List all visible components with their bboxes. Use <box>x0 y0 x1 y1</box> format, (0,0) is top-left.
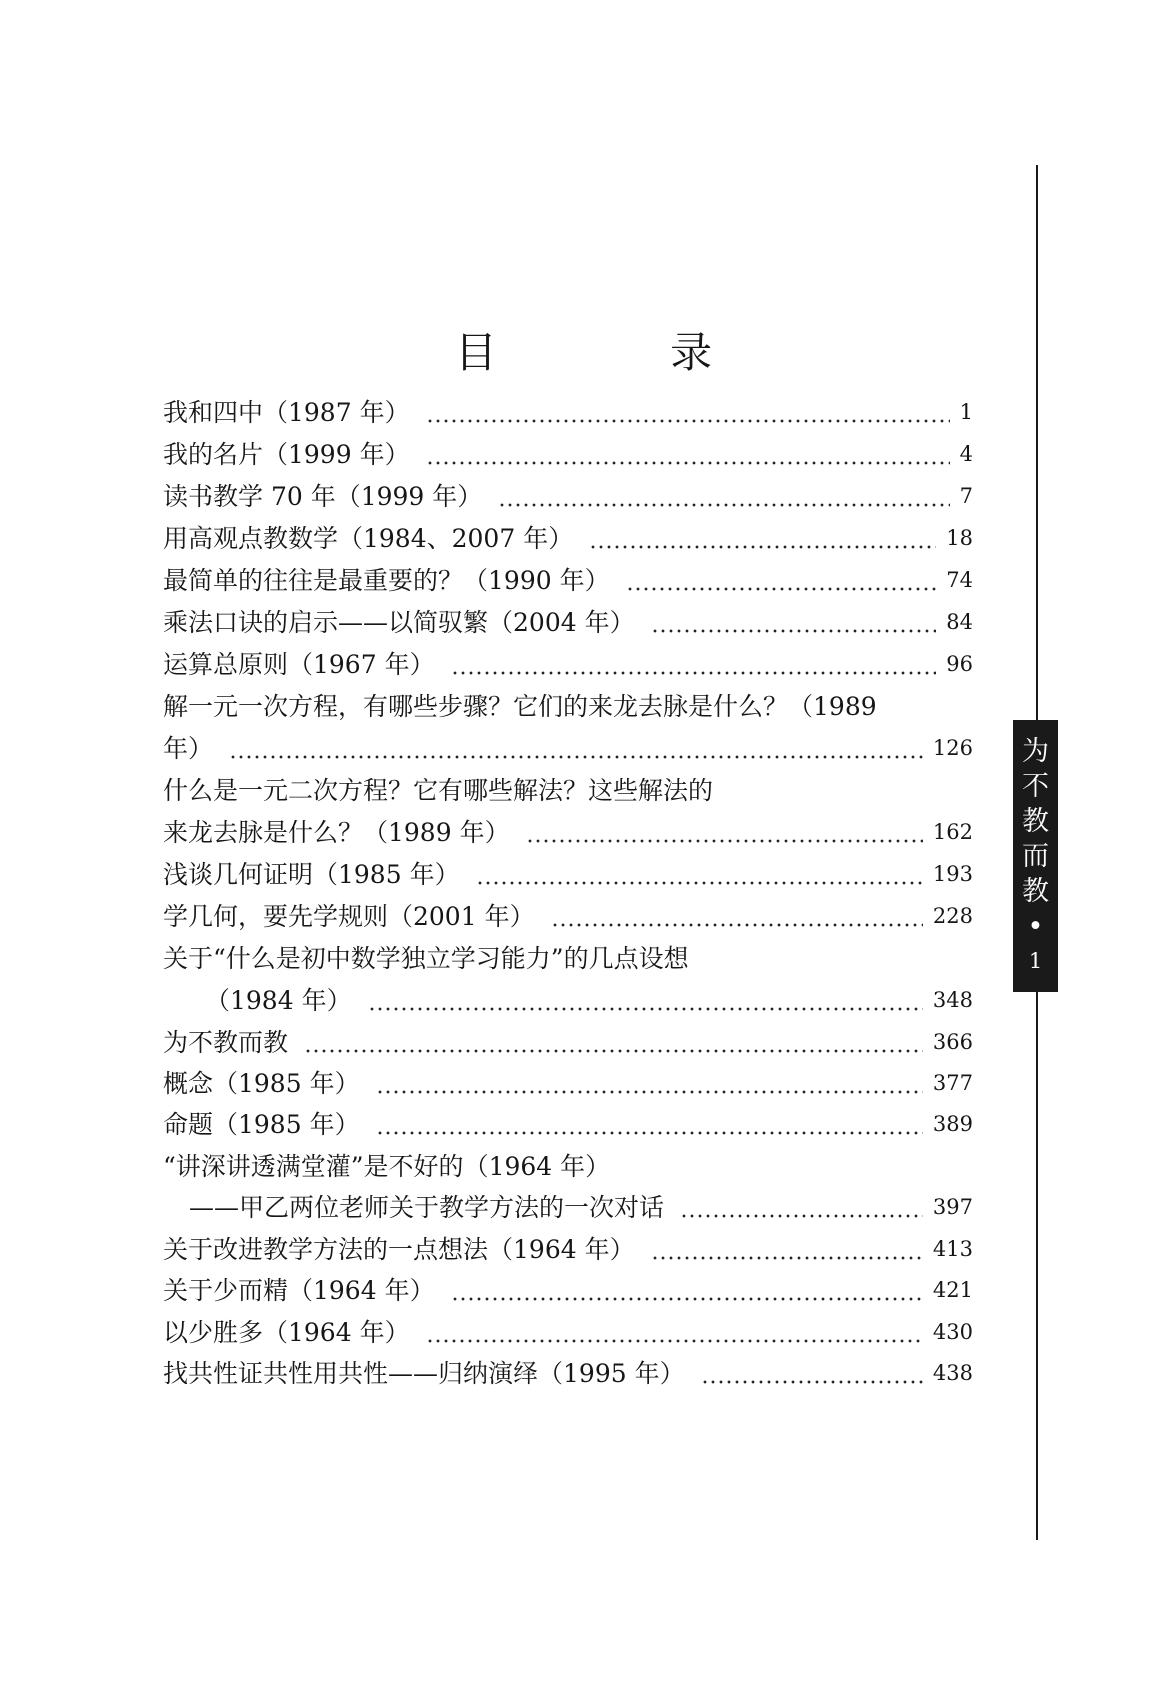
toc-entry <box>163 894 973 939</box>
toc-entry-title: 运算总原则（1967 年） <box>163 650 435 679</box>
dot-leader <box>376 1090 923 1094</box>
toc-entry <box>163 1144 973 1189</box>
dot-leader <box>229 755 923 759</box>
toc-entry <box>163 936 973 981</box>
toc-entry <box>163 642 973 687</box>
dot-leader <box>304 1049 923 1053</box>
dot-leader <box>680 1214 923 1218</box>
toc-entry <box>163 516 973 561</box>
toc-entry-title: 关于“什么是初中数学独立学习能力”的几点设想 <box>163 944 689 973</box>
toc-page-number: 430 <box>932 1320 973 1344</box>
dot-leader <box>368 1007 923 1011</box>
dot-leader <box>626 587 937 591</box>
toc-entry <box>163 558 973 603</box>
toc-entry-title: （1984 年） <box>205 986 352 1015</box>
toc-entry-title: 年） <box>163 734 214 763</box>
toc-entry-title: 概念（1985 年） <box>163 1069 360 1098</box>
side-tab-char: 不 <box>1022 770 1049 802</box>
toc-entry <box>163 1268 973 1313</box>
dot-leader <box>551 923 923 927</box>
dot-leader <box>476 881 923 885</box>
toc-entry <box>163 852 973 897</box>
dot-leader <box>426 1339 923 1343</box>
toc-entry <box>189 1185 973 1230</box>
toc-entry-title: 解一元一次方程，有哪些步骤？它们的来龙去脉是什么？（1989 <box>163 692 877 721</box>
toc-entry <box>163 1227 973 1272</box>
dot-leader <box>498 503 949 507</box>
dot-leader <box>589 545 936 549</box>
dot-leader <box>426 419 950 423</box>
toc-entry <box>163 432 973 477</box>
toc-entry-title: 关于少而精（1964 年） <box>163 1276 435 1305</box>
toc-page-number: 96 <box>946 652 973 676</box>
toc-entry <box>163 1351 973 1396</box>
dot-leader <box>526 839 923 843</box>
side-tab-char: 教 <box>1022 805 1049 837</box>
toc-page-number: 1 <box>959 400 973 424</box>
toc-entry-title: 什么是一元二次方程？它有哪些解法？这些解法的 <box>163 776 714 805</box>
toc-page-number: 7 <box>959 484 973 508</box>
chapter-side-tab <box>1013 720 1058 992</box>
toc-entry <box>163 684 973 729</box>
toc-entry-title: 命题（1985 年） <box>163 1110 360 1139</box>
side-tab-char: 为 <box>1022 735 1049 767</box>
toc-entry-title: ——甲乙两位老师关于教学方法的一次对话 <box>189 1193 665 1222</box>
toc-entry <box>163 726 973 771</box>
toc-page-number: 377 <box>932 1071 973 1095</box>
side-tab-char: 教 <box>1022 875 1049 907</box>
toc-entry-title: 找共性证共性用共性——归纳演绎（1995 年） <box>163 1359 685 1388</box>
toc-entry-title: “讲深讲透满堂灌”是不好的（1964 年） <box>163 1152 611 1181</box>
toc-entry-title: 读书教学 70 年（1999 年） <box>163 482 483 511</box>
toc-entry-title: 为不教而教 <box>163 1028 289 1057</box>
toc-page-number: 413 <box>932 1237 973 1261</box>
toc-page-number: 126 <box>932 736 973 760</box>
toc-entry <box>205 978 973 1023</box>
toc-entry <box>163 1061 973 1106</box>
toc-page-number: 18 <box>946 526 973 550</box>
toc-page-number: 389 <box>932 1112 973 1136</box>
dot-leader <box>651 1256 923 1260</box>
toc-entry <box>163 768 973 813</box>
toc-entry <box>163 1020 973 1065</box>
toc-entry-title: 来龙去脉是什么？（1989 年） <box>163 818 510 847</box>
dot-leader <box>451 1297 923 1301</box>
toc-page-number: 84 <box>946 610 973 634</box>
toc-entry <box>163 1310 973 1355</box>
toc-page-number: 421 <box>932 1278 973 1302</box>
toc-entry-title: 用高观点教数学（1984、2007 年） <box>163 524 574 553</box>
dot-leader <box>701 1380 923 1384</box>
toc-page-number: 74 <box>946 568 973 592</box>
toc-entry <box>163 1102 973 1147</box>
toc-entry-title: 最简单的往往是最重要的？（1990 年） <box>163 566 610 595</box>
toc-entry <box>163 810 973 855</box>
toc-page-number: 348 <box>932 988 973 1012</box>
dot-leader <box>451 671 937 675</box>
toc-page-number: 397 <box>932 1195 973 1219</box>
page-title: 目 录 <box>454 328 793 377</box>
dot-leader <box>376 1131 923 1135</box>
toc-page-number: 228 <box>932 904 973 928</box>
side-tab-char: 1 <box>1028 948 1043 973</box>
toc-page-number: 438 <box>932 1361 973 1385</box>
toc-entry-title: 关于改进教学方法的一点想法（1964 年） <box>163 1235 635 1264</box>
toc-page-number: 162 <box>932 820 973 844</box>
side-tab-char: 而 <box>1022 840 1049 872</box>
toc-entry <box>163 474 973 519</box>
toc-entry-title: 浅谈几何证明（1985 年） <box>163 860 460 889</box>
toc-entry-title: 我和四中（1987 年） <box>163 398 410 427</box>
toc-page-number: 4 <box>959 442 973 466</box>
toc-entry-title: 乘法口诀的启示——以简驭繁（2004 年） <box>163 608 635 637</box>
toc-entry <box>163 600 973 645</box>
toc-entry-title: 学几何，要先学规则（2001 年） <box>163 902 535 931</box>
toc-entry-title: 我的名片（1999 年） <box>163 440 410 469</box>
toc-page-number: 366 <box>932 1030 973 1054</box>
dot-leader <box>651 629 937 633</box>
toc-entry-title: 以少胜多（1964 年） <box>163 1318 410 1347</box>
side-tab-char: • <box>1027 910 1044 942</box>
toc-page-number: 193 <box>932 862 973 886</box>
toc-entry <box>163 390 973 435</box>
dot-leader <box>426 461 950 465</box>
